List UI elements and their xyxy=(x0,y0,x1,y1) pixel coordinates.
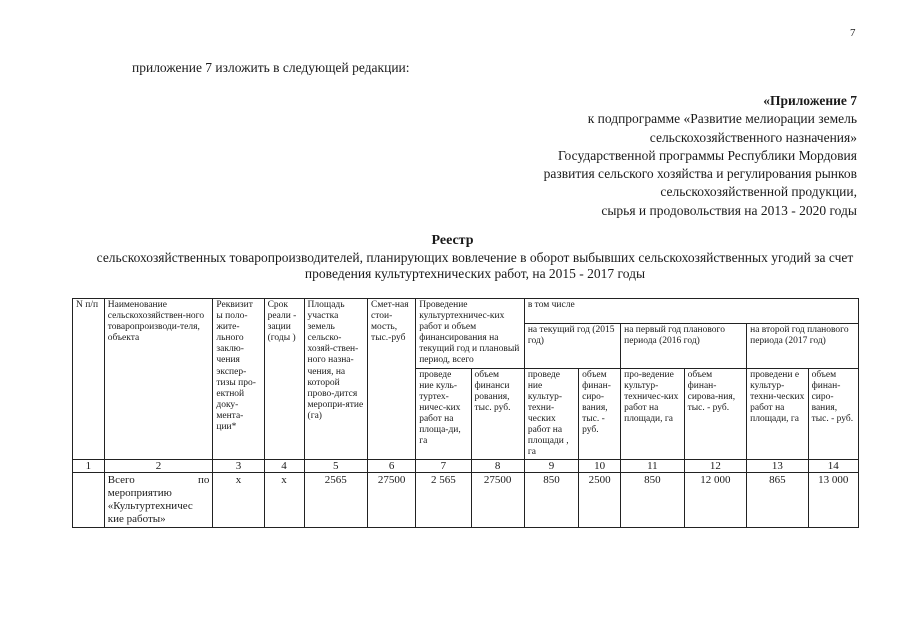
header-sub: объем финан-сирова-ния, тыс. - руб. xyxy=(684,368,747,460)
appendix-line: к подпрограмме «Развитие мелиорации земель xyxy=(587,111,857,127)
column-number: 11 xyxy=(621,460,685,473)
header-2015: на текущий год (2015 год) xyxy=(524,323,620,368)
header-term: Срок реали - зации (годы ) xyxy=(264,299,304,460)
column-number: 14 xyxy=(808,460,858,473)
column-number: 13 xyxy=(747,460,808,473)
row-name-rest: мероприятию «Культуртехничес кие работы» xyxy=(107,487,193,526)
column-number: 7 xyxy=(416,460,471,473)
register-table xyxy=(72,298,859,528)
row-2016-funding: 12 000 xyxy=(684,473,747,528)
intro-text: приложение 7 изложить в следующей редакции: xyxy=(132,60,410,75)
register-title: Реестр xyxy=(431,233,474,248)
row-num xyxy=(73,473,105,528)
header-2017: на второй год планового периода (2017 год) xyxy=(747,323,859,368)
table-row xyxy=(73,473,859,528)
header-2016: на первый год планового периода (2016 год) xyxy=(621,323,747,368)
header-row xyxy=(73,299,859,324)
header-sub: проведе ние культур-техни-ческих работ на площади , га xyxy=(524,368,578,460)
appendix-line: развития сельского хозяйства и регулирования рынков xyxy=(543,166,857,182)
row-requisites: х xyxy=(213,473,264,528)
header-name: Наименование сельскохозяйствен-ного товаропроизводи-теля, объекта xyxy=(104,299,213,460)
appendix-line: Государственной программы Республики Мордовия xyxy=(557,147,857,163)
column-number: 8 xyxy=(471,460,524,473)
row-term: х xyxy=(264,473,304,528)
header-sub: про-ведение культур-техничес-ких работ на площади, га xyxy=(621,368,685,460)
row-2016-area: 850 xyxy=(621,473,685,528)
column-number: 12 xyxy=(684,460,747,473)
column-number: 6 xyxy=(368,460,416,473)
appendix-line: сырья и продовольствия на 2013 - 2020 годы xyxy=(601,202,857,218)
column-number: 1 xyxy=(73,460,105,473)
row-total-area: 2 565 xyxy=(416,473,471,528)
appendix-header xyxy=(437,92,857,220)
page-number: 7 xyxy=(850,27,856,39)
header-sub: проведени е культур-техни-ческих работ на площади, га xyxy=(747,368,808,460)
appendix-title: «Приложение 7 xyxy=(763,93,857,108)
column-number: 2 xyxy=(104,460,213,473)
row-2015-funding: 2500 xyxy=(579,473,621,528)
column-number: 4 xyxy=(264,460,304,473)
row-2017-area: 865 xyxy=(747,473,808,528)
row-name-right: по xyxy=(197,474,210,487)
row-name-left: Всего xyxy=(107,474,135,487)
column-number: 9 xyxy=(524,460,578,473)
header-sub: объем финан-сиро-вания, тыс. - руб. xyxy=(579,368,621,460)
row-total-funding: 27500 xyxy=(471,473,524,528)
header-requisites: Реквизит ы поло-жите-льного заклю-чения экспер-тизы про-ектной доку-мента-ции* xyxy=(213,299,264,460)
header-sub: объем финанси рования, тыс. руб. xyxy=(471,368,524,460)
appendix-line: сельскохозяйственной продукции, xyxy=(660,184,857,200)
header-sub: объем финан-сиро-вания, тыс. - руб. xyxy=(808,368,858,460)
header-cost: Смет-ная стои-мость, тыс.-руб xyxy=(368,299,416,460)
column-number: 10 xyxy=(579,460,621,473)
row-2017-funding: 13 000 xyxy=(808,473,858,528)
header-incl: в том числе xyxy=(524,299,858,324)
row-area: 2565 xyxy=(304,473,368,528)
column-number-row xyxy=(73,460,859,473)
row-cost: 27500 xyxy=(368,473,416,528)
register-subtitle: сельскохозяйственных товаропроизводителей, планирующих вовлечение в оборот выбывших сельскохозяйственных угодий за счет проведения культуртехнических работ, на 2015 - 2017 годы xyxy=(96,250,854,281)
row-2015-area: 850 xyxy=(524,473,578,528)
header-total-group: Проведение культуртехничес-ких работ и объем финансирования на текущий год и плановый период, всего xyxy=(416,299,525,369)
header-sub: проведе ние куль-туртех-ничес-ких работ на площа-ди, га xyxy=(416,368,471,460)
header-num: N п/п xyxy=(73,299,105,460)
column-number: 5 xyxy=(304,460,368,473)
column-number: 3 xyxy=(213,460,264,473)
header-area: Площадь участка земель сельско-хозяй-ствен-ного назна-чения, на которой прово-дится меропри-ятие (га) xyxy=(304,299,368,460)
appendix-line: сельскохозяйственного назначения» xyxy=(649,129,857,145)
row-name xyxy=(104,473,213,528)
